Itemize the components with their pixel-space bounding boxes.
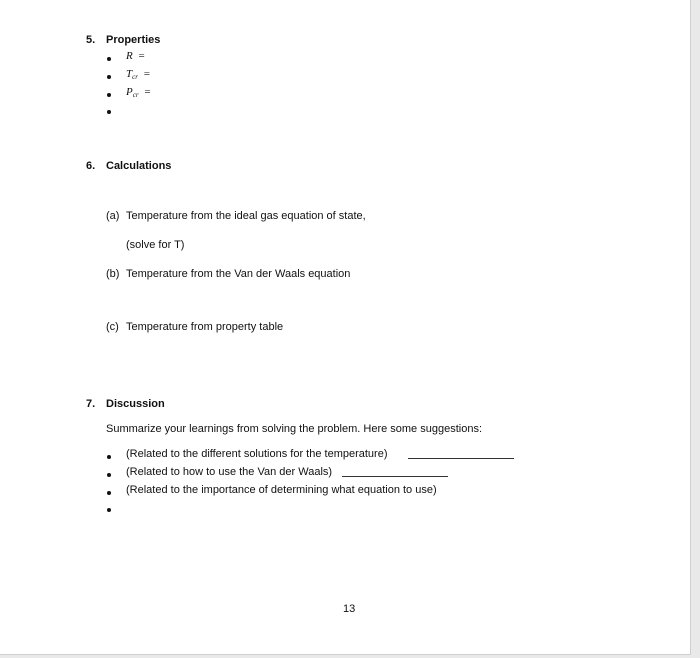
suggestion-3: (Related to the importance of determining what equation to use) [126,484,437,496]
answer-line [408,458,514,459]
section-7-title: Discussion [106,398,165,410]
answer-line [342,476,448,477]
suggestion-2: (Related to how to use the Van der Waals) [126,466,333,478]
section-5-number: 5. [86,34,96,46]
section-6-number: 6. [86,160,96,172]
section-5-title: Properties [106,34,161,46]
item-a-text: Temperature from the ideal gas equation of state, [126,210,366,222]
bullet [107,75,111,79]
symbol: T [126,68,133,80]
item-b-text: Temperature from the Van der Waals equation [126,268,351,280]
bullet [107,93,111,97]
bullet [107,491,111,495]
bullet [107,110,111,114]
bullet [107,57,111,61]
item-a-note: (solve for T) [126,239,185,251]
item-c-text: Temperature from property table [126,321,284,333]
symbol: R [126,50,133,62]
item-a-label: (a) [106,210,120,222]
section-7-number: 7. [86,398,96,410]
bullet [107,455,111,459]
item-b-label: (b) [106,268,120,280]
suggestion-1: (Related to the different solutions for the temperature) [126,448,388,460]
equals: = [144,86,151,98]
item-c-label: (c) [106,321,119,333]
equals: = [138,50,145,62]
subscript: cr [132,73,138,81]
symbol: P [126,86,133,98]
bullet [107,508,111,512]
page-number: 13 [343,603,356,615]
bullet [107,473,111,477]
subscript: cr [132,91,139,99]
property-r [126,50,145,62]
property-tcr [126,68,150,81]
equals: = [143,68,150,80]
property-pcr [126,86,151,99]
discussion-intro: Summarize your learnings from solving the problem. Here some suggestions: [106,423,482,435]
section-6-title: Calculations [106,160,172,172]
